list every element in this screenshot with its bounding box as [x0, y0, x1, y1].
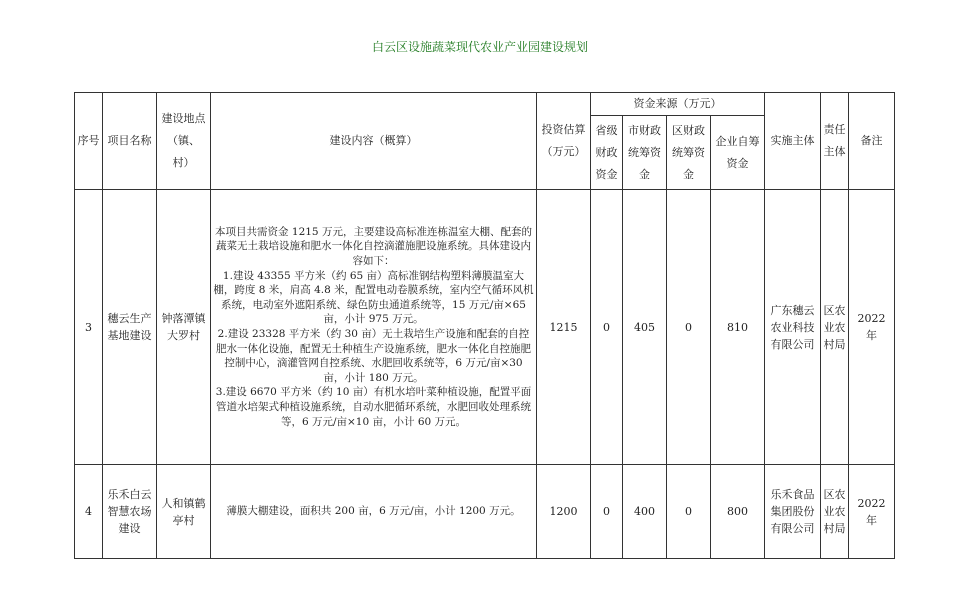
cell-responsible: 区农 业农 村局: [821, 465, 849, 559]
cell-enterprise: 800: [711, 465, 765, 559]
cell-enterprise: 810: [711, 190, 765, 465]
header-remarks: 备注: [849, 93, 895, 190]
header-project-name: 项目名称: [103, 93, 157, 190]
header-implementer: 实施主体: [765, 93, 821, 190]
header-enterprise: 企业自筹 资金: [711, 116, 765, 190]
cell-district: 0: [667, 465, 711, 559]
header-funding-source: 资金来源（万元）: [591, 93, 765, 116]
cell-seq: 3: [75, 190, 103, 465]
header-provincial: 省级 财政 资金: [591, 116, 623, 190]
header-municipal: 市财政 统筹资 金: [623, 116, 667, 190]
cell-location: 人和镇鹤 亭村: [157, 465, 211, 559]
cell-content: 薄膜大棚建设，面积共 200 亩，6 万元/亩，小计 1200 万元。: [211, 465, 537, 559]
cell-implementer: 广东穗云 农业科技 有限公司: [765, 190, 821, 465]
cell-district: 0: [667, 190, 711, 465]
cell-investment: 1200: [537, 465, 591, 559]
cell-project-name: 穗云生产 基地建设: [103, 190, 157, 465]
header-location: 建设地点 （镇、村）: [157, 93, 211, 190]
header-row-top: [75, 93, 895, 116]
table-row: [75, 465, 895, 559]
cell-project-name: 乐禾白云 智慧农场 建设: [103, 465, 157, 559]
cell-municipal: 405: [623, 190, 667, 465]
cell-responsible: 区农 业农 村局: [821, 190, 849, 465]
cell-remarks: 2022 年: [849, 465, 895, 559]
plan-table: [74, 92, 895, 559]
cell-municipal: 400: [623, 465, 667, 559]
header-responsible: 责任 主体: [821, 93, 849, 190]
table-row: [75, 190, 895, 465]
header-district: 区财政 统筹资 金: [667, 116, 711, 190]
header-content: 建设内容（概算）: [211, 93, 537, 190]
cell-investment: 1215: [537, 190, 591, 465]
cell-seq: 4: [75, 465, 103, 559]
cell-remarks: 2022 年: [849, 190, 895, 465]
cell-provincial: 0: [591, 190, 623, 465]
cell-location: 钟落潭镇 大罗村: [157, 190, 211, 465]
header-seq: 序号: [75, 93, 103, 190]
header-investment: 投资估算 （万元）: [537, 93, 591, 190]
cell-content: 本项目共需资金 1215 万元，主要建设高标准连栋温室大棚、配套的蔬菜无土栽培设施和肥水一体化自控滴灌施肥设施系统。具体建设内容如下： 1.建设 43355 平方米（约 65 亩）高标准钢结构塑料薄膜温室大棚，跨度 8 米，肩高 4.8 米，配置电动卷膜系统，室内空气循环风机系统，电动室外遮阳系统、绿色防虫通道系统等，15 万元/亩×65 亩，小计 975 万元。 2.建设 23328 平方米（约 30 亩）无土栽培生产设施和配套的自控肥水一体化设施，配置无土种植生产设施系统，肥水一体化自控施肥控制中心，滴灌管网自控系统、水肥回收系统等，6 万元/亩×30 亩，小计 180 万元。 3.建设 6670 平方米（约 10 亩）有机水培叶菜种植设施，配置平面管道水培架式种植设施系统，自动水肥循环系统，水肥回收处理系统等，6 万元/亩×10 亩，小计 60 万元。: [211, 190, 537, 465]
cell-provincial: 0: [591, 465, 623, 559]
cell-implementer: 乐禾食品 集团股份 有限公司: [765, 465, 821, 559]
document-title: 白云区设施蔬菜现代农业产业园建设规划: [371, 40, 588, 54]
